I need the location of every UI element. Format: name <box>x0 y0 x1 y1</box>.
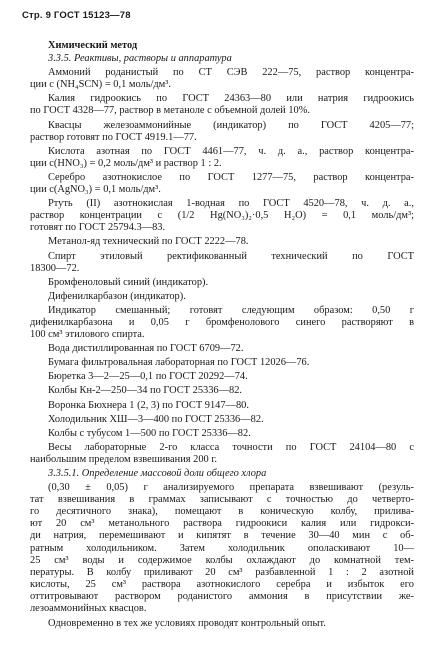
procedure-paragraph <box>30 482 414 615</box>
procedure-text <box>30 482 414 615</box>
reagent-line: Индикатор смешанный; готовят следующим образом: 0,50 г <box>48 304 414 316</box>
reagent-line: Калия гидроокись по ГОСТ 24363—80 или натрия гидроокись <box>48 93 414 105</box>
reagent-line: по ГОСТ 4328—77, раствор в метаноле с объемной долей 10%. <box>30 105 310 117</box>
subsection-reagents-title: 3.3.5. Реактивы, растворы и аппаратура <box>48 53 232 65</box>
subsection-chlorine-title: 3.3.5.1. Определение массовой доли общего хлора <box>48 468 267 479</box>
reagent-line: наибольшим пределом взвешивания 200 г. <box>30 453 217 465</box>
reagent-line: 18300—72. <box>30 262 80 274</box>
reagent-item <box>30 385 414 397</box>
reagent-item <box>30 198 414 234</box>
procedure-line: го десятичного знака), помещают в коническую колбу, прилива- <box>30 506 414 518</box>
procedure-line: кислоты, 25 см³ раствора азотнокислого серебра и избыток его <box>30 578 414 590</box>
reagent-line: Спирт этиловый ректификованный технический по ГОСТ <box>48 250 414 262</box>
page-header: Стр. 9 ГОСТ 15123—78 <box>22 10 131 21</box>
procedure-line: (0,30 ± 0,05) г анализируемого препарата взвешивают (резуль- <box>48 482 414 494</box>
control-paragraph: Одновременно в тех же условиях проводят контрольный опыт. <box>48 618 326 630</box>
reagent-line: дифенилкарбазона и 0,05 г бромфенолового синего растворяют в <box>30 316 414 328</box>
reagent-item <box>30 414 414 426</box>
reagent-item <box>30 371 414 383</box>
reagent-line: ции c (NH₄SCN) = 0,1 моль/дм³. <box>30 79 171 91</box>
reagent-item <box>30 251 414 275</box>
procedure-line: лезоаммонийных квасцов. <box>30 603 147 615</box>
reagents-list <box>30 67 414 466</box>
reagent-item <box>30 67 414 91</box>
reagent-line: Вода дистиллированная по ГОСТ 6709—72. <box>48 343 244 355</box>
procedure-line: ют 20 см³ метанольного раствора гидроокиси калия или гидрокси- <box>30 518 414 530</box>
reagent-line: готовят по ГОСТ 25794.3—83. <box>30 222 166 234</box>
reagent-line: Квасцы железоаммонийные (индикатор) по ГОСТ 4205—77; <box>48 119 414 131</box>
reagent-line: Кислота азотная по ГОСТ 4461—77, ч. д. а., раствор концентра- <box>48 145 414 157</box>
reagent-line: Серебро азотнокислое по ГОСТ 1277—75, раствор концентра- <box>48 171 414 183</box>
reagent-item <box>30 93 414 117</box>
reagent-line: ции c(AgNO₃) = 0,1 моль/дм³. <box>30 184 161 196</box>
reagent-item <box>30 343 414 355</box>
reagent-item <box>30 400 414 412</box>
reagent-item <box>30 146 414 170</box>
reagent-item <box>30 428 414 440</box>
reagent-item <box>30 120 414 144</box>
reagent-line: раствор концентрации c (1/2 Hg(NO₃)₂·0,5 H₂O) = 0,1 моль/дм³; <box>30 210 414 222</box>
procedure-line: тат взвешивания в граммах записывают с точностью до четверто- <box>30 494 414 506</box>
section-title: Химический метод <box>48 40 138 51</box>
reagent-line: 100 см³ этилового спирта. <box>30 329 145 341</box>
reagent-item <box>30 357 414 369</box>
procedure-line: ди натрия, перемешивают и кипятят в течение 30—40 мин с об- <box>30 530 414 542</box>
procedure-line: 25 см³ воды и содержимое колбы охлаждают до комнатной тем- <box>30 554 414 566</box>
reagent-item <box>30 305 414 341</box>
reagent-line: раствор готовят по ГОСТ 4919.1—77. <box>30 131 197 143</box>
reagent-line: Весы лабораторные 2-го класса точности по ГОСТ 24104—80 с <box>48 441 414 453</box>
reagent-line: Метанол-яд технический по ГОСТ 2222—78. <box>48 236 249 248</box>
reagent-item <box>30 291 414 303</box>
procedure-line: оттитровывают раствором роданистого аммония в присутствии же- <box>30 590 414 602</box>
reagent-line: Колбы Кн-2—250—34 по ГОСТ 25336—82. <box>48 385 242 397</box>
reagent-item <box>30 277 414 289</box>
reagent-line: Колбы с тубусом 1—500 по ГОСТ 25336—82. <box>48 427 251 439</box>
reagent-item <box>30 442 414 466</box>
reagent-line: Бромфеноловый синий (индикатор). <box>48 276 209 288</box>
reagent-line: Аммоний роданистый по СТ СЭВ 222—75, раствор концентра- <box>48 67 414 79</box>
reagent-line: Воронка Бюхнера 1 (2, 3) по ГОСТ 9147—80. <box>48 399 249 411</box>
reagent-item <box>30 172 414 196</box>
procedure-line: ратным холодильником. Затем холодильник ополаскивают 10— <box>30 542 414 554</box>
reagent-line: Ртуть (II) азотнокислая 1-водная по ГОСТ 4520—78, ч. д. а., <box>48 198 414 210</box>
reagent-line: Дифенилкарбазон (индикатор). <box>48 290 186 302</box>
reagent-line: Холодильник ХШ—3—400 по ГОСТ 25336—82. <box>48 413 264 425</box>
reagent-line: ции c(HNO₃) = 0,2 моль/дм³ и раствор 1 : 2. <box>30 157 222 169</box>
reagent-line: Бумага фильтровальная лабораторная по ГОСТ 12026—76. <box>48 357 310 369</box>
reagent-line: Бюретка 3—2—25—0,1 по ГОСТ 20292—74. <box>48 371 248 383</box>
reagent-item <box>30 236 414 248</box>
document-body <box>30 40 414 632</box>
procedure-line: пературы. В колбу приливают 20 см³ разбавленной 1 : 2 азотной <box>30 566 414 578</box>
